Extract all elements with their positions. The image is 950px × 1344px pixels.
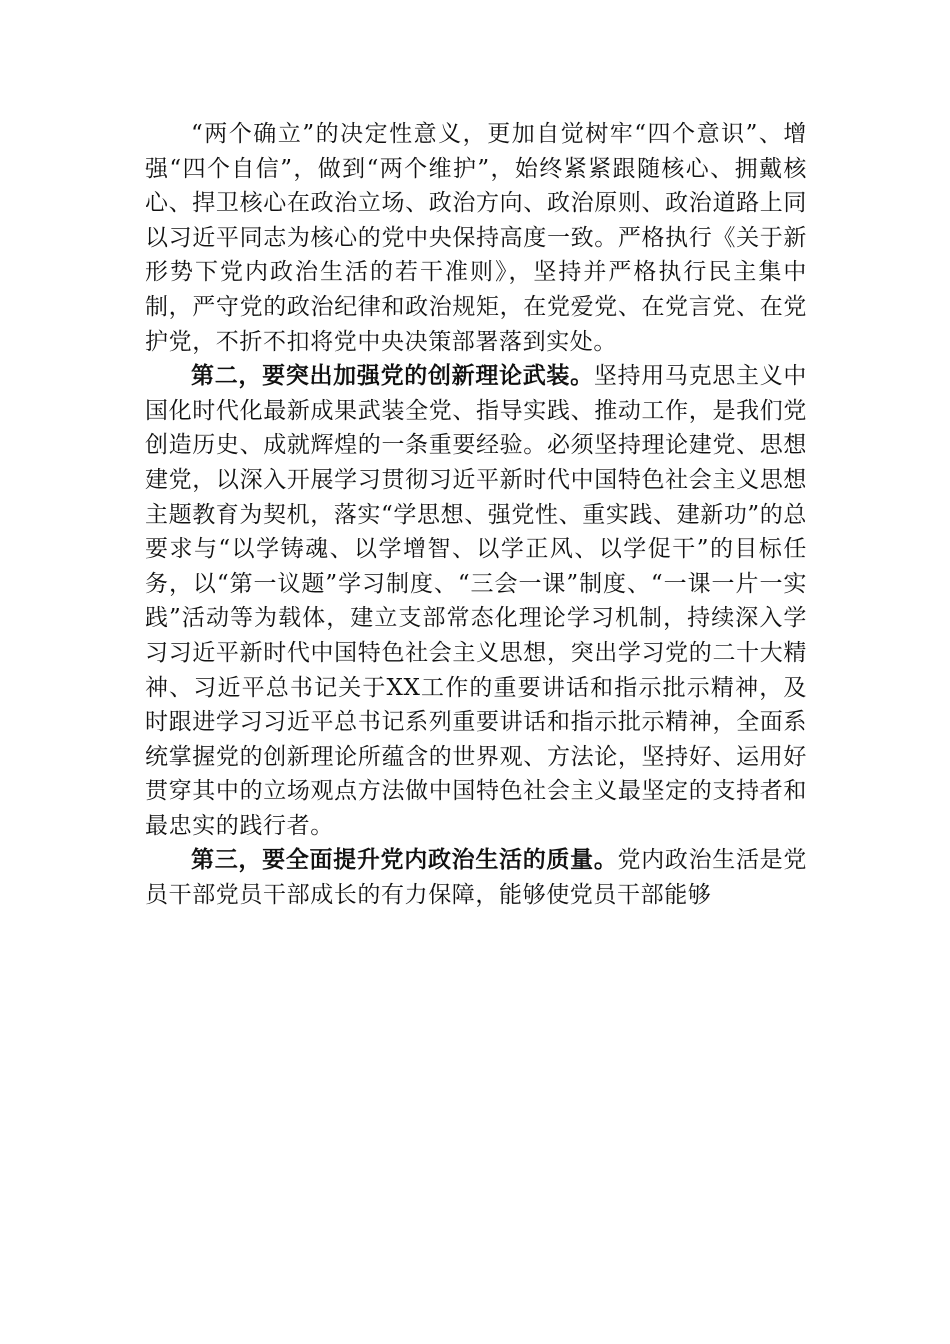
paragraph-3 (145, 843, 807, 912)
paragraph-2-lead: 第二，要突出加强党的创新理论武装。 (191, 363, 594, 390)
paragraph-3-lead: 第三，要全面提升党内政治生活的质量。 (191, 847, 618, 874)
paragraph-1 (145, 117, 807, 359)
paragraph-2-text: 坚持用马克思主义中国化时代化最新成果武装全党、指导实践、推动工作，是我们党创造历史、成就辉煌的一条重要经验。必须坚持理论建党、思想建党，以深入开展学习贯彻习近平新时代中国特色社会主义思想主题教育为契机，落实“学思想、强党性、重实践、建新功”的总要求与“以学铸魂、以学增智、以学正风、以学促干”的目标任务，以“第一议题”学习制度、“三会一课”制度、“一课一片一实践”活动等为载体，建立支部常态化理论学习机制，持续深入学习习近平新时代中国特色社会主义思想，突出学习党的二十大精神、习近平总书记关于XX工作的重要讲话和指示批示精神，及时跟进学习习近平总书记系列重要讲话和指示批示精神，全面系统掌握党的创新理论所蕴含的世界观、方法论，坚持好、运用好贯穿其中的立场观点方法做中国特色社会主义最坚定的支持者和最忠实的践行者。 (145, 363, 807, 839)
paragraph-2 (145, 359, 807, 843)
paragraph-1-text: “两个确立”的决定性意义，更加自觉树牢“四个意识”、增强“四个自信”，做到“两个维护”，始终紧紧跟随核心、拥戴核心、捍卫核心在政治立场、政治方向、政治原则、政治道路上同以习近平同志为核心的党中央保持高度一致。严格执行《关于新形势下党内政治生活的若干准则》，坚持并严格执行民主集中制，严守党的政治纪律和政治规矩，在党爱党、在党言党、在党护党，不折不扣将党中央决策部署落到实处。 (145, 121, 807, 355)
paragraph-3-text: 党内政治生活是党员干部党员干部成长的有力保障，能够使党员干部能够 (145, 847, 807, 909)
document-body (145, 117, 807, 913)
